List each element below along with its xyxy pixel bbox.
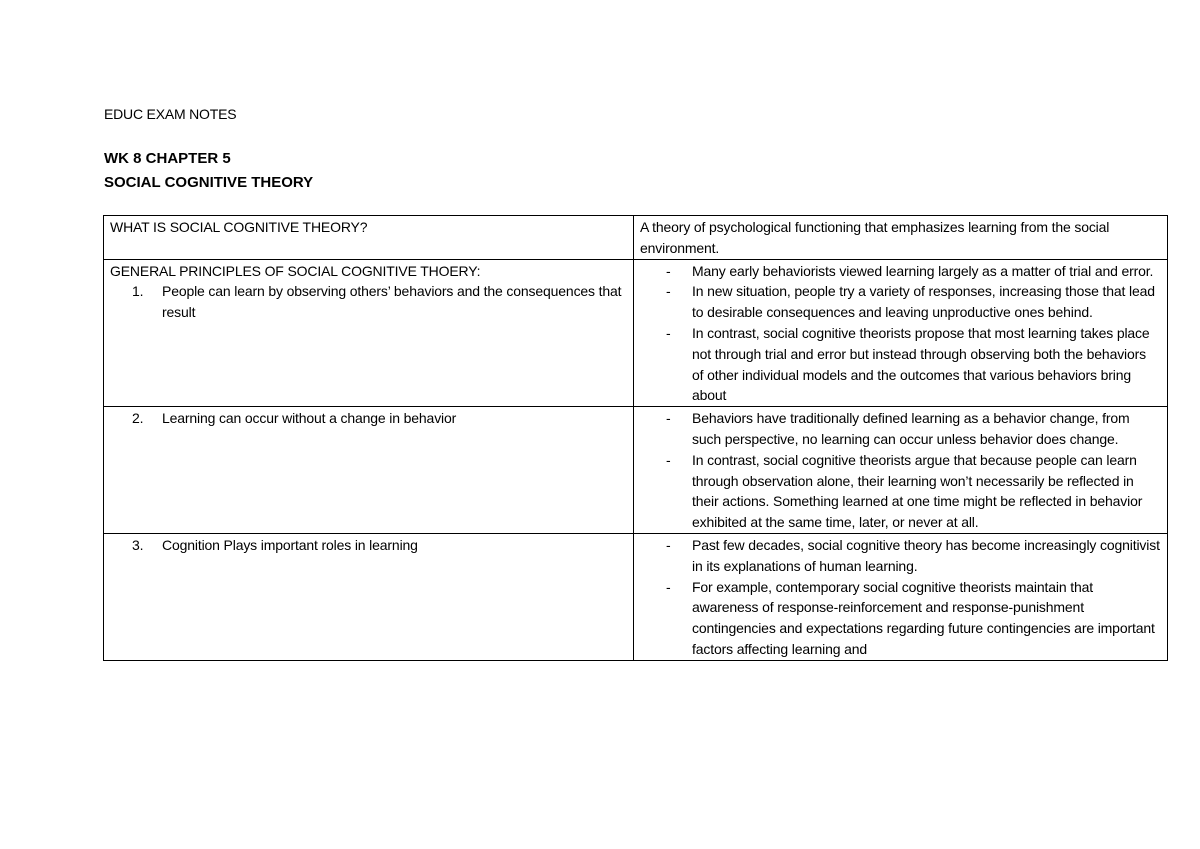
list-item (640, 323, 1161, 406)
bullet-text: Many early behaviorists viewed learning largely as a matter of trial and error. (692, 262, 1154, 279)
list-item (640, 261, 1161, 282)
dash-bullet: - (666, 283, 671, 300)
bullet-list (640, 261, 1161, 407)
explanation-cell (634, 407, 1168, 534)
list-item (640, 577, 1161, 660)
principle-text: Learning can occur without a change in behavior (162, 410, 457, 427)
definition-text: A theory of psychological functioning that emphasizes learning from the social environment. (640, 219, 1110, 256)
table-row (104, 259, 1168, 407)
dash-bullet: - (666, 262, 671, 279)
table-row (104, 533, 1168, 660)
principles-heading: GENERAL PRINCIPLES OF SOCIAL COGNITIVE THOERY: (110, 262, 481, 279)
list-item (640, 450, 1161, 533)
document-label: EDUC EXAM NOTES (104, 106, 237, 122)
bullet-list (640, 535, 1161, 660)
question-cell (104, 216, 634, 260)
principle-text: People can learn by observing others’ behaviors and the consequences that result (162, 283, 622, 321)
bullet-text: In new situation, people try a variety of responses, increasing those that lead to desirable consequences and leaving unproductive ones behind. (692, 283, 1155, 321)
question-text: WHAT IS SOCIAL COGNITIVE THEORY? (110, 219, 368, 235)
list-item (640, 408, 1161, 450)
dash-bullet: - (666, 410, 671, 427)
dash-bullet: - (666, 324, 671, 341)
notes-table (103, 215, 1168, 661)
heading-week: WK 8 CHAPTER 5 (104, 150, 231, 167)
principle-number: 1. (132, 283, 144, 300)
bullet-text: In contrast, social cognitive theorists propose that most learning takes place not through trial and error but instead through observing both the behaviors of other individual models and the outcomes that various behaviors bring about (692, 324, 1150, 404)
bullet-text: For example, contemporary social cognitive theorists maintain that awareness of response-reinforcement and response-punishment contingencies and expectations regarding future contingencies are important factors affecting learning and (692, 578, 1155, 657)
list-item (640, 535, 1161, 577)
dash-bullet: - (666, 451, 671, 468)
explanation-cell (634, 259, 1168, 407)
principle-item (110, 281, 627, 323)
dash-bullet: - (666, 536, 671, 553)
principle-item (110, 408, 627, 429)
table-row (104, 216, 1168, 260)
principle-cell (104, 407, 634, 534)
principle-item (110, 535, 627, 556)
bullet-text: Past few decades, social cognitive theory has become increasingly cognitivist in its explanations of human learning. (692, 536, 1160, 574)
principle-cell (104, 259, 634, 407)
principle-text: Cognition Plays important roles in learning (162, 536, 418, 553)
heading-topic: SOCIAL COGNITIVE THEORY (104, 174, 314, 191)
list-item (640, 281, 1161, 323)
bullet-text: In contrast, social cognitive theorists argue that because people can learn through observation alone, their learning won’t necessarily be reflected in their actions. Something learned at one time might be reflected in behavior exhibited at the same time, later, or never at all. (692, 451, 1143, 531)
explanation-cell (634, 533, 1168, 660)
principle-cell (104, 533, 634, 660)
principle-number: 3. (132, 536, 144, 553)
dash-bullet: - (666, 578, 671, 595)
bullet-text: Behaviors have traditionally defined learning as a behavior change, from such perspective, no learning can occur unless behavior does change. (692, 410, 1130, 447)
bullet-list (640, 408, 1161, 533)
principle-number: 2. (132, 410, 144, 427)
table-row (104, 407, 1168, 534)
definition-cell (634, 216, 1168, 260)
